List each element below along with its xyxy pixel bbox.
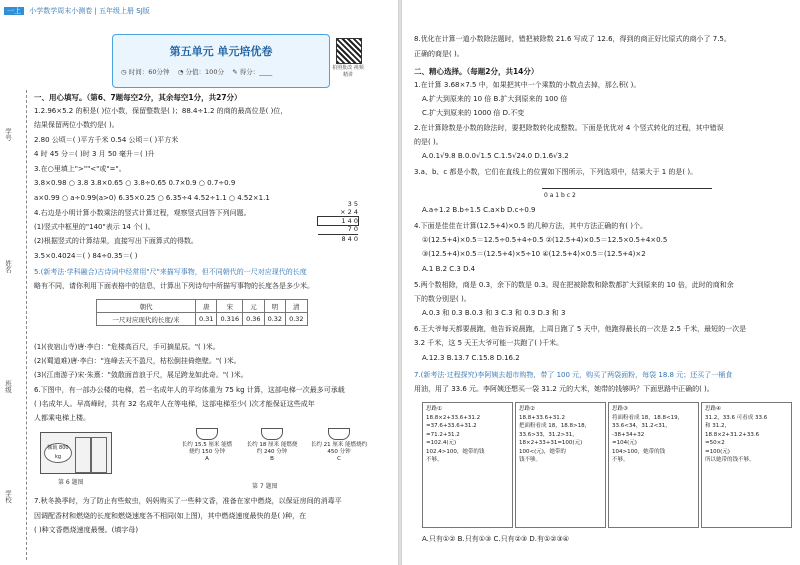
question-line: ( )名成年人。早高峰时，共有 32 名成年人在等电梯，这部电梯至少( )次才能保证这些成年 xyxy=(34,400,315,408)
question-line: 6.下图中，有一部办公楼的电梯，若一名成年人的平均体重为 75 kg 计算，这部电梯一次最多可承载 xyxy=(34,386,345,394)
question-line: 2.在计算除数是小数的除法时，要把除数转化成整数。下面是优优对 4 个竖式转化的过程，其中错误 xyxy=(414,124,724,132)
question-line: 的是( )。 xyxy=(414,138,443,146)
question-line: ( )种文香燃烧速度最慢。(填字母) xyxy=(34,526,139,534)
qr-code-icon xyxy=(336,38,362,64)
right-page xyxy=(402,0,800,565)
vertical-line-boxed: 1 4 0 xyxy=(318,217,358,225)
question-line: a×0.99 ○ a÷0.99(a>0) 6.35×0.25 ○ 6.35÷4 4.52÷1.1 ○ 4.52×1.1 xyxy=(34,194,270,202)
question-line xyxy=(414,372,732,379)
question-line: 3.a、b、c 都是小数，它们在直线上的位置如下图所示，下列选项中，结果大于 1 的是( )。 xyxy=(414,168,698,176)
time-label: 时间：60分钟 xyxy=(128,68,170,76)
option-line: A.0.1√9.8 B.0.0√1.5 C.1.5√24.0 D.1.6√3.2 xyxy=(422,152,569,160)
question-line: (2)(蜀道难)唐·李白："连峰去天不盈尺，枯松倒挂倚绝壁。"( )米。 xyxy=(34,357,241,365)
figure-caption: 第 6 题图 xyxy=(58,479,84,486)
vertical-line: 8 4 0 xyxy=(341,234,358,243)
elevator-capacity-badge: 额载 800 kg xyxy=(44,443,72,463)
option-line: A.扩大到原来的 10 倍 B.扩大到原来的 100 倍 xyxy=(422,95,568,103)
incense-b xyxy=(245,428,299,463)
option-line: A.0.3 和 0.3 B.0.3 和 3 C.3 和 0.3 D.3 和 3 xyxy=(422,309,566,317)
section-heading-fill: 一、用心填写。（第6、7题每空2分，其余每空1分，共27分） xyxy=(34,93,242,102)
incense-letter: A xyxy=(205,456,209,463)
elevator-figure xyxy=(40,432,112,474)
option-line: ③(12.5+4)×0.5＝(12.5+4)×5÷10 ④(12.5+4)×0.5＝(12.5+4)×2 xyxy=(422,250,646,258)
question-line: 2.80 公顷＝( )平方千米 0.54 公顷＝( )平方米 xyxy=(34,136,179,144)
question-line: 结果保留两位小数约是( )。 xyxy=(34,121,119,129)
question-line: (2)根据竖式的计算结果，直接写出下面算式的得数。 xyxy=(34,237,198,245)
margin-label-name: 姓名 xyxy=(4,260,12,273)
get-label: 得分：____ xyxy=(239,68,273,76)
table-row xyxy=(97,300,308,313)
reasoning-box-3: 思路③ 将面粉看成 18，18.8<19， 33.6<34，31.2<31， -38+34+32 =104(元) 104>100，她带的钱 不够。 xyxy=(608,402,699,528)
question-line: 正确的商是( )。 xyxy=(414,50,464,58)
question-text: 7.(新考法·过程探究)李阿姨去超市购物，带了 100 元，购买了两袋面粉，每袋 18.8 元；还买了一桶食 xyxy=(414,371,733,379)
table-cell: 0.32 xyxy=(264,313,285,326)
incense-a xyxy=(180,428,234,463)
question-line: 下的数分别是( )。 xyxy=(414,295,471,303)
question-line: 4.右边是小明计算小数乘法的竖式计算过程，观察竖式回答下列问题。 xyxy=(34,209,251,217)
question-line xyxy=(34,269,307,276)
elevator-door-right xyxy=(91,437,107,473)
figure-caption: 第 7 题图 xyxy=(252,483,278,490)
table-cell: 0.32 xyxy=(286,313,307,326)
question-line: 4 时 45 分＝( )时 3 月 50 毫升＝( )升 xyxy=(34,150,155,158)
table-cell: 一尺对应现代的长度/米 xyxy=(97,313,196,326)
question-line: 3.在○里填上">""<"或"="。 xyxy=(34,165,126,173)
incense-desc: 长约 21 厘米 能燃烧约 450 分钟 xyxy=(310,442,368,456)
option-line: A.1 B.2 C.3 D.4 xyxy=(422,265,476,273)
question-line: 1.2.96×5.2 的积是( )位小数，保留整数是( )；88.4÷1.2 的商的最高位是( )位， xyxy=(34,107,288,115)
table-cell: 朝代 xyxy=(97,300,196,313)
option-line: C.扩大到原来的 1000 倍 D.不变 xyxy=(422,109,525,117)
header-text: 小学数学周末小测卷 | 五年级上册 SJ版 xyxy=(29,7,150,15)
section-heading-choice: 二、精心选择。（每题2分，共14分） xyxy=(414,67,539,76)
question-line: 6.王大爷每天都要晨跑，他告诉说晨跑，上周日跑了 5 天中，他跑得最长的一次是 2.5 千米，最短的一次是 xyxy=(414,325,747,333)
incense-icon xyxy=(196,428,218,440)
question-line: 4.下面是佳佳在计算(12.5+4)×0.5 的几种方法，其中方法正确的有( )个。 xyxy=(414,222,647,230)
reasoning-box-4: 思路④ 31.2，33.6 可看成 33.6 和 31.2， 18.8×2+31.2+33.6 =50×2 =100(元) 所以她带的钱不够。 xyxy=(701,402,792,528)
dynasty-table xyxy=(96,299,308,326)
binding-margin xyxy=(0,90,30,560)
incense-letter: C xyxy=(337,456,341,463)
incense-desc: 长约 15.5 厘米 能燃烧约 150 分钟 xyxy=(181,442,233,456)
number-line xyxy=(542,188,712,189)
page-header xyxy=(4,6,150,16)
table-cell: 元 xyxy=(243,300,264,313)
left-page xyxy=(0,0,398,565)
question-text: 5.(新考法·学科融合)古诗词中经常用"尺"来描写事物，但不同朝代的一尺对应现代的长度 xyxy=(34,268,307,276)
vertical-line: 3 5 xyxy=(347,200,358,208)
incense-icon xyxy=(328,428,350,440)
cut-line xyxy=(26,90,27,560)
margin-label-school: 学校 xyxy=(4,490,12,503)
score-label: 分值：100分 xyxy=(185,68,224,76)
score-icon: ◔ xyxy=(177,68,184,76)
question-line: (1)(夜宿山寺)唐·李白："危楼高百尺，手可摘星辰。"( )米。 xyxy=(34,343,220,351)
table-cell: 0.316 xyxy=(217,313,243,326)
reasoning-box-2: 思路② 18.8+33.6+31.2 把面粉看成 18，18.8>18， 33.6>33，31.2>31， 18×2+33+31=100(元) 100<(元)，她带的 钱不够。 xyxy=(515,402,606,528)
table-cell: 0.31 xyxy=(196,313,217,326)
vertical-calculation xyxy=(318,200,358,243)
table-cell: 唐 xyxy=(196,300,217,313)
option-line: A.12.3 B.13.7 C.15.8 D.16.2 xyxy=(422,354,520,362)
header-tag: 一上 xyxy=(4,7,24,15)
elevator-door-left xyxy=(75,437,91,473)
question-line: 略有不同，请你利用下面表格中的信息，计算出下列诗句中所描写事物的长度各是多少米。 xyxy=(34,282,314,290)
option-line: ①(12.5+4)×0.5＝12.5÷0.5+4÷0.5 ②(12.5+4)×0.5＝12.5×0.5+4×0.5 xyxy=(422,236,668,244)
margin-label-class: 班级 xyxy=(4,380,12,393)
question-line: 3.5×0.4024＝( ) 84÷0.35＝( ) xyxy=(34,252,138,260)
incense-desc: 长约 18 厘米 能燃烧约 240 分钟 xyxy=(246,442,298,456)
title-meta xyxy=(121,67,272,76)
table-row xyxy=(97,313,308,326)
option-line: A.a÷1.2 B.b÷1.5 C.a×b D.c÷0.9 xyxy=(422,206,536,214)
reasoning-boxes xyxy=(422,402,792,528)
question-line: (1)竖式中框里的"140"表示 14 个( )。 xyxy=(34,223,155,231)
get-icon: ✎ xyxy=(232,68,238,76)
incense-icon xyxy=(261,428,283,440)
table-cell: 明 xyxy=(264,300,285,313)
question-line: 5.两个数相除，商是 0.3，余下的数是 0.3。现在把被除数和除数都扩大到原来的 10 倍，此时的商和余 xyxy=(414,281,734,289)
question-line: 8.优化在计算一道小数除法题时，错把被除数 21.6 写成了 12.6，得到的商正好比原式的商小了 7.5。 xyxy=(414,35,731,43)
page-title: 第五单元 单元培优卷 xyxy=(169,45,273,58)
incense-c xyxy=(310,428,368,463)
vertical-line: × 2 4 xyxy=(318,208,358,217)
table-cell: 清 xyxy=(286,300,307,313)
title-box xyxy=(112,34,330,88)
option-line: A.只有①② B.只有①③ C.只有②③ D.有①②③④ xyxy=(422,535,570,543)
question-line: 人都乘电梯上楼。 xyxy=(34,414,90,422)
vertical-line: 7 0 xyxy=(318,225,358,234)
question-line: 用油，用了 33.6 元。李阿姨还想买一袋 31.2 元的大米，她带的钱够吗？下面思路中正确的( )。 xyxy=(414,385,714,393)
clock-icon: ◷ xyxy=(121,68,127,76)
margin-label-id: 学号 xyxy=(4,128,12,141)
question-line: 1.在计算 3.68×7.5 中，如果把其中一个乘数的小数点去掉，那么积( )。 xyxy=(414,81,641,89)
reasoning-box-1: 思路① 18.8×2+33.6+31.2 =37.6+33.6+31.2 =71.2+31.2 =102.4(元) 102.4>100，她带的钱 不够。 xyxy=(422,402,513,528)
question-line: 3.8×0.98 ○ 3.8 3.8×0.65 ○ 3.8÷0.65 0.7×0.9 ○ 0.7÷0.9 xyxy=(34,179,236,187)
qr-caption: 拍照批改 视频精讲 xyxy=(332,65,364,78)
table-cell: 0.36 xyxy=(243,313,264,326)
table-cell: 宋 xyxy=(217,300,243,313)
number-line-labels: 0 a 1 b c 2 xyxy=(544,192,576,199)
question-line: 3.2 千米，这 5 天王大爷可能一共跑了( )千米。 xyxy=(414,339,563,347)
question-line: (3)(江南游子)宋·朱熹："敛散面首浪于尺，展足跨龙如此奇。"( )米。 xyxy=(34,371,248,379)
incense-letter: B xyxy=(270,456,274,463)
question-line: 因调配香材和燃烧的长度和燃烧速度各不相同(如上图)，其中燃烧速度最快的是( )种，在 xyxy=(34,512,307,520)
question-line: 7.秋冬换季时，为了防止有些蚊虫，妈妈购买了一些种文香，准备在家中燃烧，以保证房间的消毒平 xyxy=(34,497,342,505)
